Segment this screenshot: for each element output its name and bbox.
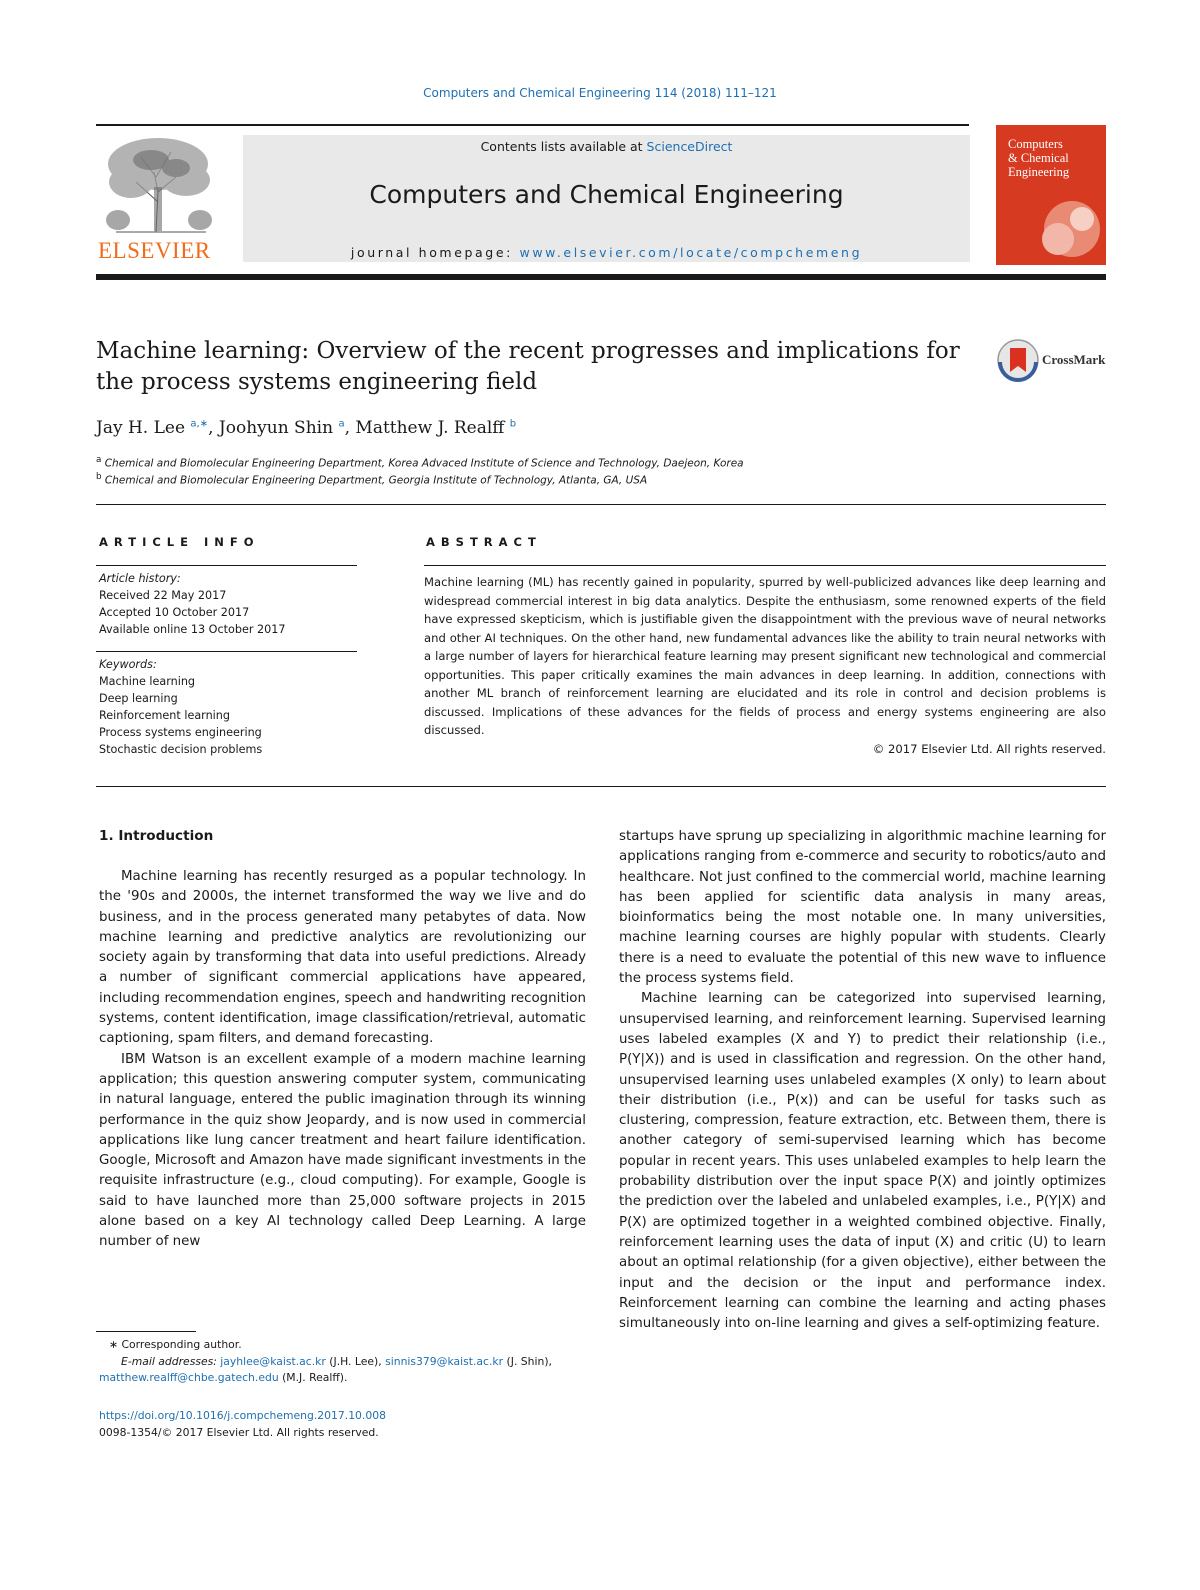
keyword-item: Stochastic decision problems <box>99 743 263 756</box>
body-paragraph: Machine learning has recently resurged as a popular technology. In the '90s and 2000s, the internet transformed the way we live and do business, and in the process generated many petabytes of data. Now machine learning and predictive analytics are revolutionizing our society again by transforming that data into useful predictions. Already a number of significant commercial applications have appeared, including recommendation engines, speech and handwriting recognition systems, content identification, image classification/retrieval, automatic captioning, spam filters, and demand forecasting. <box>99 869 586 1047</box>
author-affiliation-mark[interactable]: a <box>338 418 345 430</box>
header-thick-rule <box>96 274 1106 280</box>
sciencedirect-link[interactable]: ScienceDirect <box>646 139 733 154</box>
divider <box>424 565 1106 566</box>
affiliation-mark: b <box>96 472 102 482</box>
header-rule <box>96 124 969 126</box>
affiliation-text: Chemical and Biomolecular Engineering Department, Korea Advaced Institute of Science and Technology, Daejeon, Korea <box>104 457 744 470</box>
corresponding-note: ∗ Corresponding author. <box>109 1338 242 1351</box>
doi-link[interactable]: https://doi.org/10.1016/j.compchemeng.2017.10.008 <box>99 1409 386 1422</box>
affiliation-text: Chemical and Biomolecular Engineering Department, Georgia Institute of Technology, Atlanta, GA, USA <box>104 474 648 487</box>
affiliation <box>96 472 647 487</box>
article-title: Machine learning: Overview of the recent progresses and implications for the process systems engineering field <box>96 338 960 395</box>
cover-title <box>1008 137 1069 179</box>
journal-homepage <box>243 245 970 260</box>
author-affiliation-mark[interactable]: b <box>509 418 517 430</box>
keywords-label: Keywords: <box>99 658 157 671</box>
history-item: Received 22 May 2017 <box>99 589 227 602</box>
footnote-rule <box>96 1331 196 1332</box>
article-history <box>99 570 359 638</box>
abstract-body <box>424 573 1106 758</box>
history-label: Article history: <box>99 572 181 585</box>
article-info-heading: ARTICLE INFO <box>99 535 260 549</box>
doi-block <box>99 1408 589 1441</box>
affiliation <box>96 455 744 470</box>
email-label: E-mail addresses: <box>121 1354 221 1368</box>
body-right-column <box>619 827 1106 1334</box>
keyword-item: Reinforcement learning <box>99 709 230 722</box>
footnote-block <box>99 1337 589 1387</box>
elsevier-logo[interactable] <box>96 132 224 264</box>
body-paragraph: startups have sprung up specializing in algorithmic machine learning for applications ranging from e-commerce and security to robotics/auto and healthcare. Not just confined to the commercial world, machine learning has been applied for scientific data analysis in many areas, bioinformatics being the most notable one. In many universities, machine learning courses are highly popular with students. Clearly there is a need to evaluate the potential of this new wave to influence the process systems field. <box>619 829 1106 987</box>
issn-line: 0098-1354/© 2017 Elsevier Ltd. All rights reserved. <box>99 1425 379 1439</box>
keyword-item: Deep learning <box>99 692 178 705</box>
divider <box>96 565 357 566</box>
divider <box>96 651 357 652</box>
crossmark-icon <box>996 338 1040 382</box>
divider <box>96 786 1106 787</box>
contents-line <box>243 139 970 154</box>
author-list: Jay H. Lee $^{a,∗}$, Joohyun Shin $^a$, Matthew J. Realff $^b$ <box>96 418 517 438</box>
author-name[interactable]: Joohyun Shin <box>218 418 334 438</box>
author-affiliation-mark[interactable]: a,∗ <box>190 418 209 430</box>
body-paragraph: IBM Watson is an excellent example of a modern machine learning application; this question answering computer system, communicating in natural language, entered the public imagination through its winning performance in the quiz show Jeopardy, and is now used in commercial applications like lung cancer treatment and heart failure identification. Google, Microsoft and Amazon have made significant investments in the requisite infrastructure (e.g., cloud computing). For example, Google is said to have launched more than 25,000 software projects in 2015 alone based on a key AI technology called Deep Learning. A large number of new <box>99 1051 586 1250</box>
cover-title-line: Engineering <box>1008 165 1070 179</box>
crossmark-label: CrossMark <box>1042 352 1106 367</box>
abstract-text: Machine learning (ML) has recently gained in popularity, spurred by well-publicized advances like deep learning and widespread commercial interest in big data analytics. Despite the enthusiasm, some renowned experts of the field have expressed skepticism, which is justifiable given the disappointment with the previous wave of neural networks and other AI techniques. On the other hand, new fundamental advances like the ability to train neural networks with a large number of layers for hierarchical feature learning may present significant new technological and commercial opportunities. This paper critically examines the main advances in deep learning. In addition, connections with another ML branch of reinforcement learning are elucidated and its role in control and decision problems is discussed. Implications of these advances for the fields of process and energy systems engineering are also discussed. <box>424 575 1106 737</box>
elsevier-wordmark: ELSEVIER <box>98 238 211 263</box>
author-name[interactable]: Matthew J. Realff <box>355 418 505 438</box>
cover-title-line: & Chemical <box>1008 151 1069 165</box>
email-owner: (J.H. Lee), <box>325 1354 386 1368</box>
history-item: Accepted 10 October 2017 <box>99 606 250 619</box>
history-item: Available online 13 October 2017 <box>99 623 286 636</box>
keywords <box>99 656 359 758</box>
crossmark-badge[interactable] <box>996 338 1108 382</box>
keyword-item: Process systems engineering <box>99 726 262 739</box>
elsevier-tree-icon <box>96 132 224 236</box>
divider <box>96 504 1106 505</box>
email-owner: (J. Shin), <box>503 1354 552 1368</box>
email-link[interactable]: jayhlee@kaist.ac.kr <box>220 1354 326 1368</box>
cover-graphic-icon <box>1036 195 1102 261</box>
journal-title: Computers and Chemical Engineering <box>369 180 844 209</box>
homepage-prefix: journal homepage: <box>350 245 520 260</box>
section-heading: 1. Introduction <box>99 828 214 844</box>
journal-reference[interactable]: Computers and Chemical Engineering 114 (2018) 111–121 <box>423 86 777 100</box>
journal-cover[interactable] <box>996 125 1106 265</box>
affiliation-mark: a <box>96 455 102 465</box>
homepage-link[interactable]: www.elsevier.com/locate/compchemeng <box>519 245 863 260</box>
email-link[interactable]: matthew.realff@chbe.gatech.edu <box>99 1371 279 1384</box>
abstract-copyright: © 2017 Elsevier Ltd. All rights reserved. <box>872 741 1106 756</box>
contents-prefix: Contents lists available at <box>480 139 647 154</box>
email-link[interactable]: sinnis379@kaist.ac.kr <box>385 1354 504 1368</box>
email-owner: (M.J. Realff). <box>278 1371 348 1384</box>
author-name[interactable]: Jay H. Lee <box>96 418 186 438</box>
keyword-item: Machine learning <box>99 675 196 688</box>
abstract-heading: ABSTRACT <box>426 535 542 549</box>
body-paragraph: Machine learning can be categorized into supervised learning, unsupervised learning, and reinforcement learning. Supervised learning uses labeled examples (X and Y) to predict their relationship (i.e., P(Y|X)) and is used in classification and regression. On the other hand, unsupervised learning uses unlabeled examples (X only) to learn about their distribution (i.e., P(x)) and can be useful for tasks such as clustering, compression, feature extraction, etc. Between them, there is another category of semi-supervised learning which has become popular in recent years. This uses unlabeled examples to help learn the probability distribution over the input space P(X) and jointly optimizes the prediction over the labeled and unlabeled examples, i.e., P(Y|X) and P(X) are optimized together in a weighted combined objective. Finally, reinforcement learning uses the data of input (X) and critic (U) to learn about an optimal relationship (for a given objective), either between the input and the decision or the input and performance index. Reinforcement learning can combine the learning and acting phases simultaneously into on-line learning and gives a self-optimizing feature. <box>619 991 1106 1332</box>
body-left-column <box>99 867 586 1253</box>
cover-title-line: Computers <box>1008 137 1063 151</box>
